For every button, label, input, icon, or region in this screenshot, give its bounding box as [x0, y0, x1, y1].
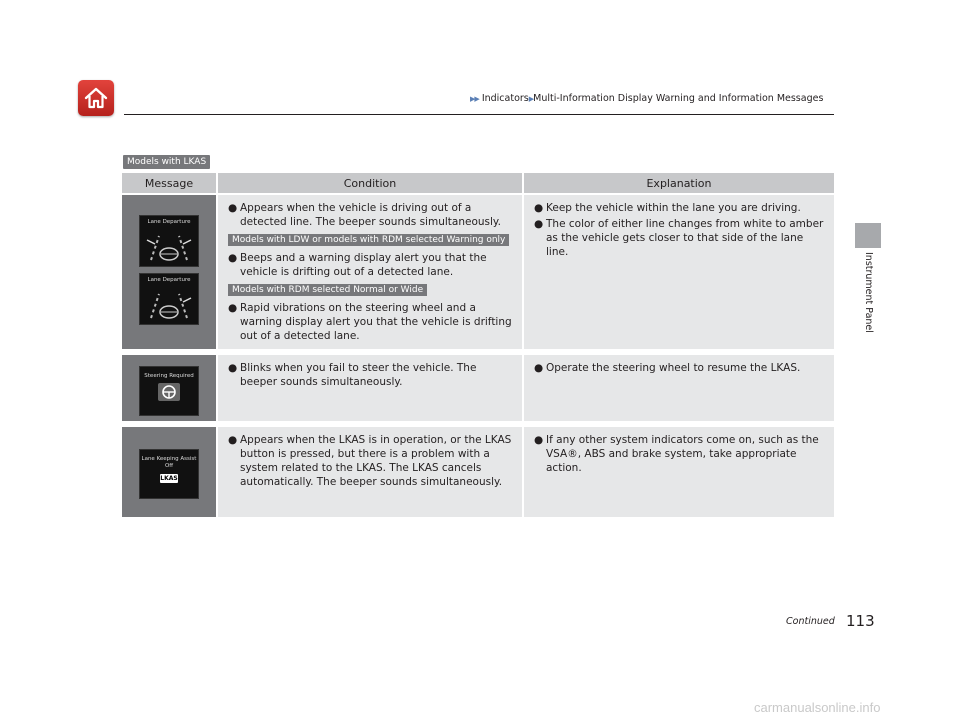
watermark: carmanualsonline.info	[754, 700, 881, 715]
message-image-cell	[122, 195, 218, 355]
display-image-lane-departure: Lane Departure	[139, 273, 199, 325]
column-header-message: Message	[122, 173, 218, 195]
condition-text: Appears when the LKAS is in operation, or the LKAS button is pressed, but there is a problem with a system related to the LKAS. The LKAS cancels automatically. The beeper sounds simultaneously.	[240, 434, 512, 488]
table-row	[122, 427, 834, 523]
steering-wheel-icon	[154, 380, 184, 404]
table-header-row	[122, 173, 834, 195]
explanation-text: If any other system indicators come on, such as the VSA®, ABS and brake system, take appropriate action.	[546, 434, 819, 474]
explanation-cell	[524, 195, 834, 355]
bullet-icon: ●	[228, 362, 238, 374]
condition-text: Beeps and a warning display alert you that the vehicle is drifting out of a detected lane.	[240, 252, 487, 278]
breadcrumb-item-current: Multi-Information Display Warning and Information Messages	[533, 93, 824, 104]
continued-label: Continued	[786, 616, 835, 627]
section-badge: Models with LKAS	[123, 155, 210, 169]
home-button[interactable]	[78, 80, 114, 116]
display-image-lkas-off: Lane Keeping Assist Off LKAS	[139, 449, 199, 499]
chapter-tab[interactable]	[855, 223, 881, 248]
condition-text: Rapid vibrations on the steering wheel and a warning display alert you that the vehicle is drifting out of a detected lane.	[240, 302, 512, 342]
explanation-cell	[524, 427, 834, 523]
display-image-steering-required: Steering Required	[139, 366, 199, 416]
explanation-cell	[524, 355, 834, 427]
breadcrumb-arrow-icon: ▶▶	[470, 95, 479, 103]
bullet-icon: ●	[228, 302, 238, 314]
condition-cell	[218, 195, 524, 355]
message-image-cell	[122, 427, 218, 523]
condition-text: Blinks when you fail to steer the vehicle. The beeper sounds simultaneously.	[240, 362, 477, 388]
table-row	[122, 195, 834, 355]
home-icon	[83, 85, 109, 111]
bullet-icon: ●	[228, 252, 238, 264]
lane-departure-icon	[141, 226, 197, 266]
condition-cell	[218, 355, 524, 427]
display-image-lane-departure: Lane Departure	[139, 215, 199, 267]
condition-text: Appears when the vehicle is driving out of a detected line. The beeper sounds simultaneously.	[240, 202, 501, 228]
header-divider	[124, 114, 834, 115]
breadcrumb	[470, 93, 823, 104]
page-number: 113	[846, 612, 875, 630]
column-header-explanation: Explanation	[524, 173, 834, 195]
bullet-icon: ●	[228, 202, 238, 214]
chapter-label: Instrument Panel	[863, 252, 874, 333]
message-image-cell	[122, 355, 218, 427]
condition-cell	[218, 427, 524, 523]
breadcrumb-item-indicators[interactable]: Indicators	[481, 93, 529, 104]
model-badge: Models with LDW or models with RDM selected Warning only	[228, 234, 509, 246]
column-header-condition: Condition	[218, 173, 524, 195]
bullet-icon: ●	[534, 202, 544, 214]
bullet-icon: ●	[534, 218, 544, 230]
lkas-icon: LKAS	[160, 475, 178, 482]
bullet-icon: ●	[534, 434, 544, 446]
lane-departure-icon	[141, 284, 197, 324]
breadcrumb-arrow-icon: ▶	[528, 95, 534, 103]
table-row	[122, 355, 834, 427]
bullet-icon: ●	[228, 434, 238, 446]
explanation-text: Operate the steering wheel to resume the LKAS.	[546, 362, 801, 374]
explanation-text: Keep the vehicle within the lane you are driving.	[546, 202, 801, 214]
message-table	[122, 173, 834, 523]
model-badge: Models with RDM selected Normal or Wide	[228, 284, 427, 296]
explanation-text: The color of either line changes from white to amber as the vehicle gets closer to that side of the lane line.	[546, 218, 824, 258]
bullet-icon: ●	[534, 362, 544, 374]
